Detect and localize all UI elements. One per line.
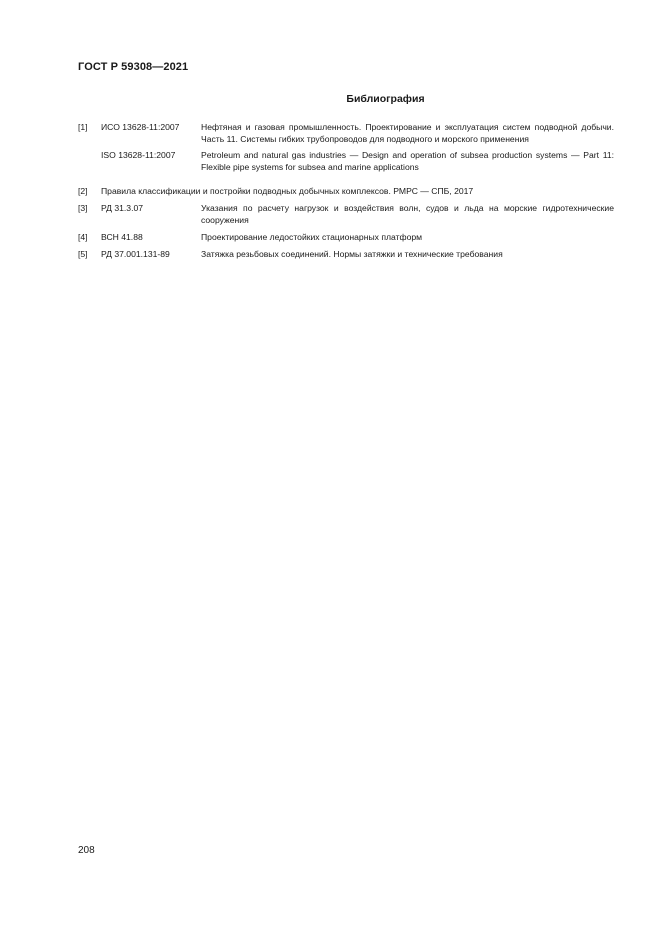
page-number: 208 <box>78 845 95 856</box>
bibliography-title: Petroleum and natural gas industries — Design and operation of subsea production systems — Part 11: Flexible pipe systems for subsea and marine applications <box>201 150 614 172</box>
bibliography-code: ВСН 41.88 <box>101 232 143 242</box>
document-header: ГОСТ Р 59308—2021 <box>78 61 189 73</box>
bibliography-entry-5-row <box>78 248 614 260</box>
bibliography-entry-1 <box>78 121 614 173</box>
bibliography-full-text: Правила классификации и постройки подводных добычных комплексов. РМРС — СПБ, 2017 <box>101 186 474 196</box>
bibliography-entry-3 <box>78 202 614 226</box>
bibliography-code: ИСО 13628-11:2007 <box>101 122 180 132</box>
bibliography-entry-4-row <box>78 231 614 243</box>
bibliography-number: [5] <box>78 249 88 259</box>
bibliography-title: Проектирование ледостойких стационарных платформ <box>201 232 423 242</box>
bibliography-title: Нефтяная и газовая промышленность. Проектирование и эксплуатация систем подводной добычи. Часть 11. Системы гибких трубопроводов для подводного и морского применения <box>201 122 614 144</box>
bibliography-entry-4 <box>78 231 614 243</box>
bibliography-code: РД 31.3.07 <box>101 203 144 213</box>
bibliography-title: Затяжка резьбовых соединений. Нормы затяжки и технические требования <box>201 249 503 259</box>
bibliography-list <box>78 121 614 265</box>
bibliography-code: ISO 13628-11:2007 <box>101 150 176 160</box>
bibliography-entry-5 <box>78 248 614 260</box>
bibliography-entry-3-row <box>78 202 614 226</box>
bibliography-number: [4] <box>78 232 88 242</box>
section-title: Библиография <box>346 93 425 105</box>
bibliography-number: [3] <box>78 203 88 213</box>
bibliography-entry-1-row-ru <box>78 121 614 145</box>
bibliography-title: Указания по расчету нагрузок и воздействия волн, судов и льда на морские гидротехнические сооружения <box>201 203 614 225</box>
bibliography-entry-1-row-en <box>78 149 614 173</box>
bibliography-entry-2-row <box>78 185 614 197</box>
bibliography-number: [1] <box>78 122 88 132</box>
bibliography-number: [2] <box>78 186 88 196</box>
bibliography-entry-2 <box>78 185 614 197</box>
bibliography-code: РД 37.001.131-89 <box>101 249 170 259</box>
